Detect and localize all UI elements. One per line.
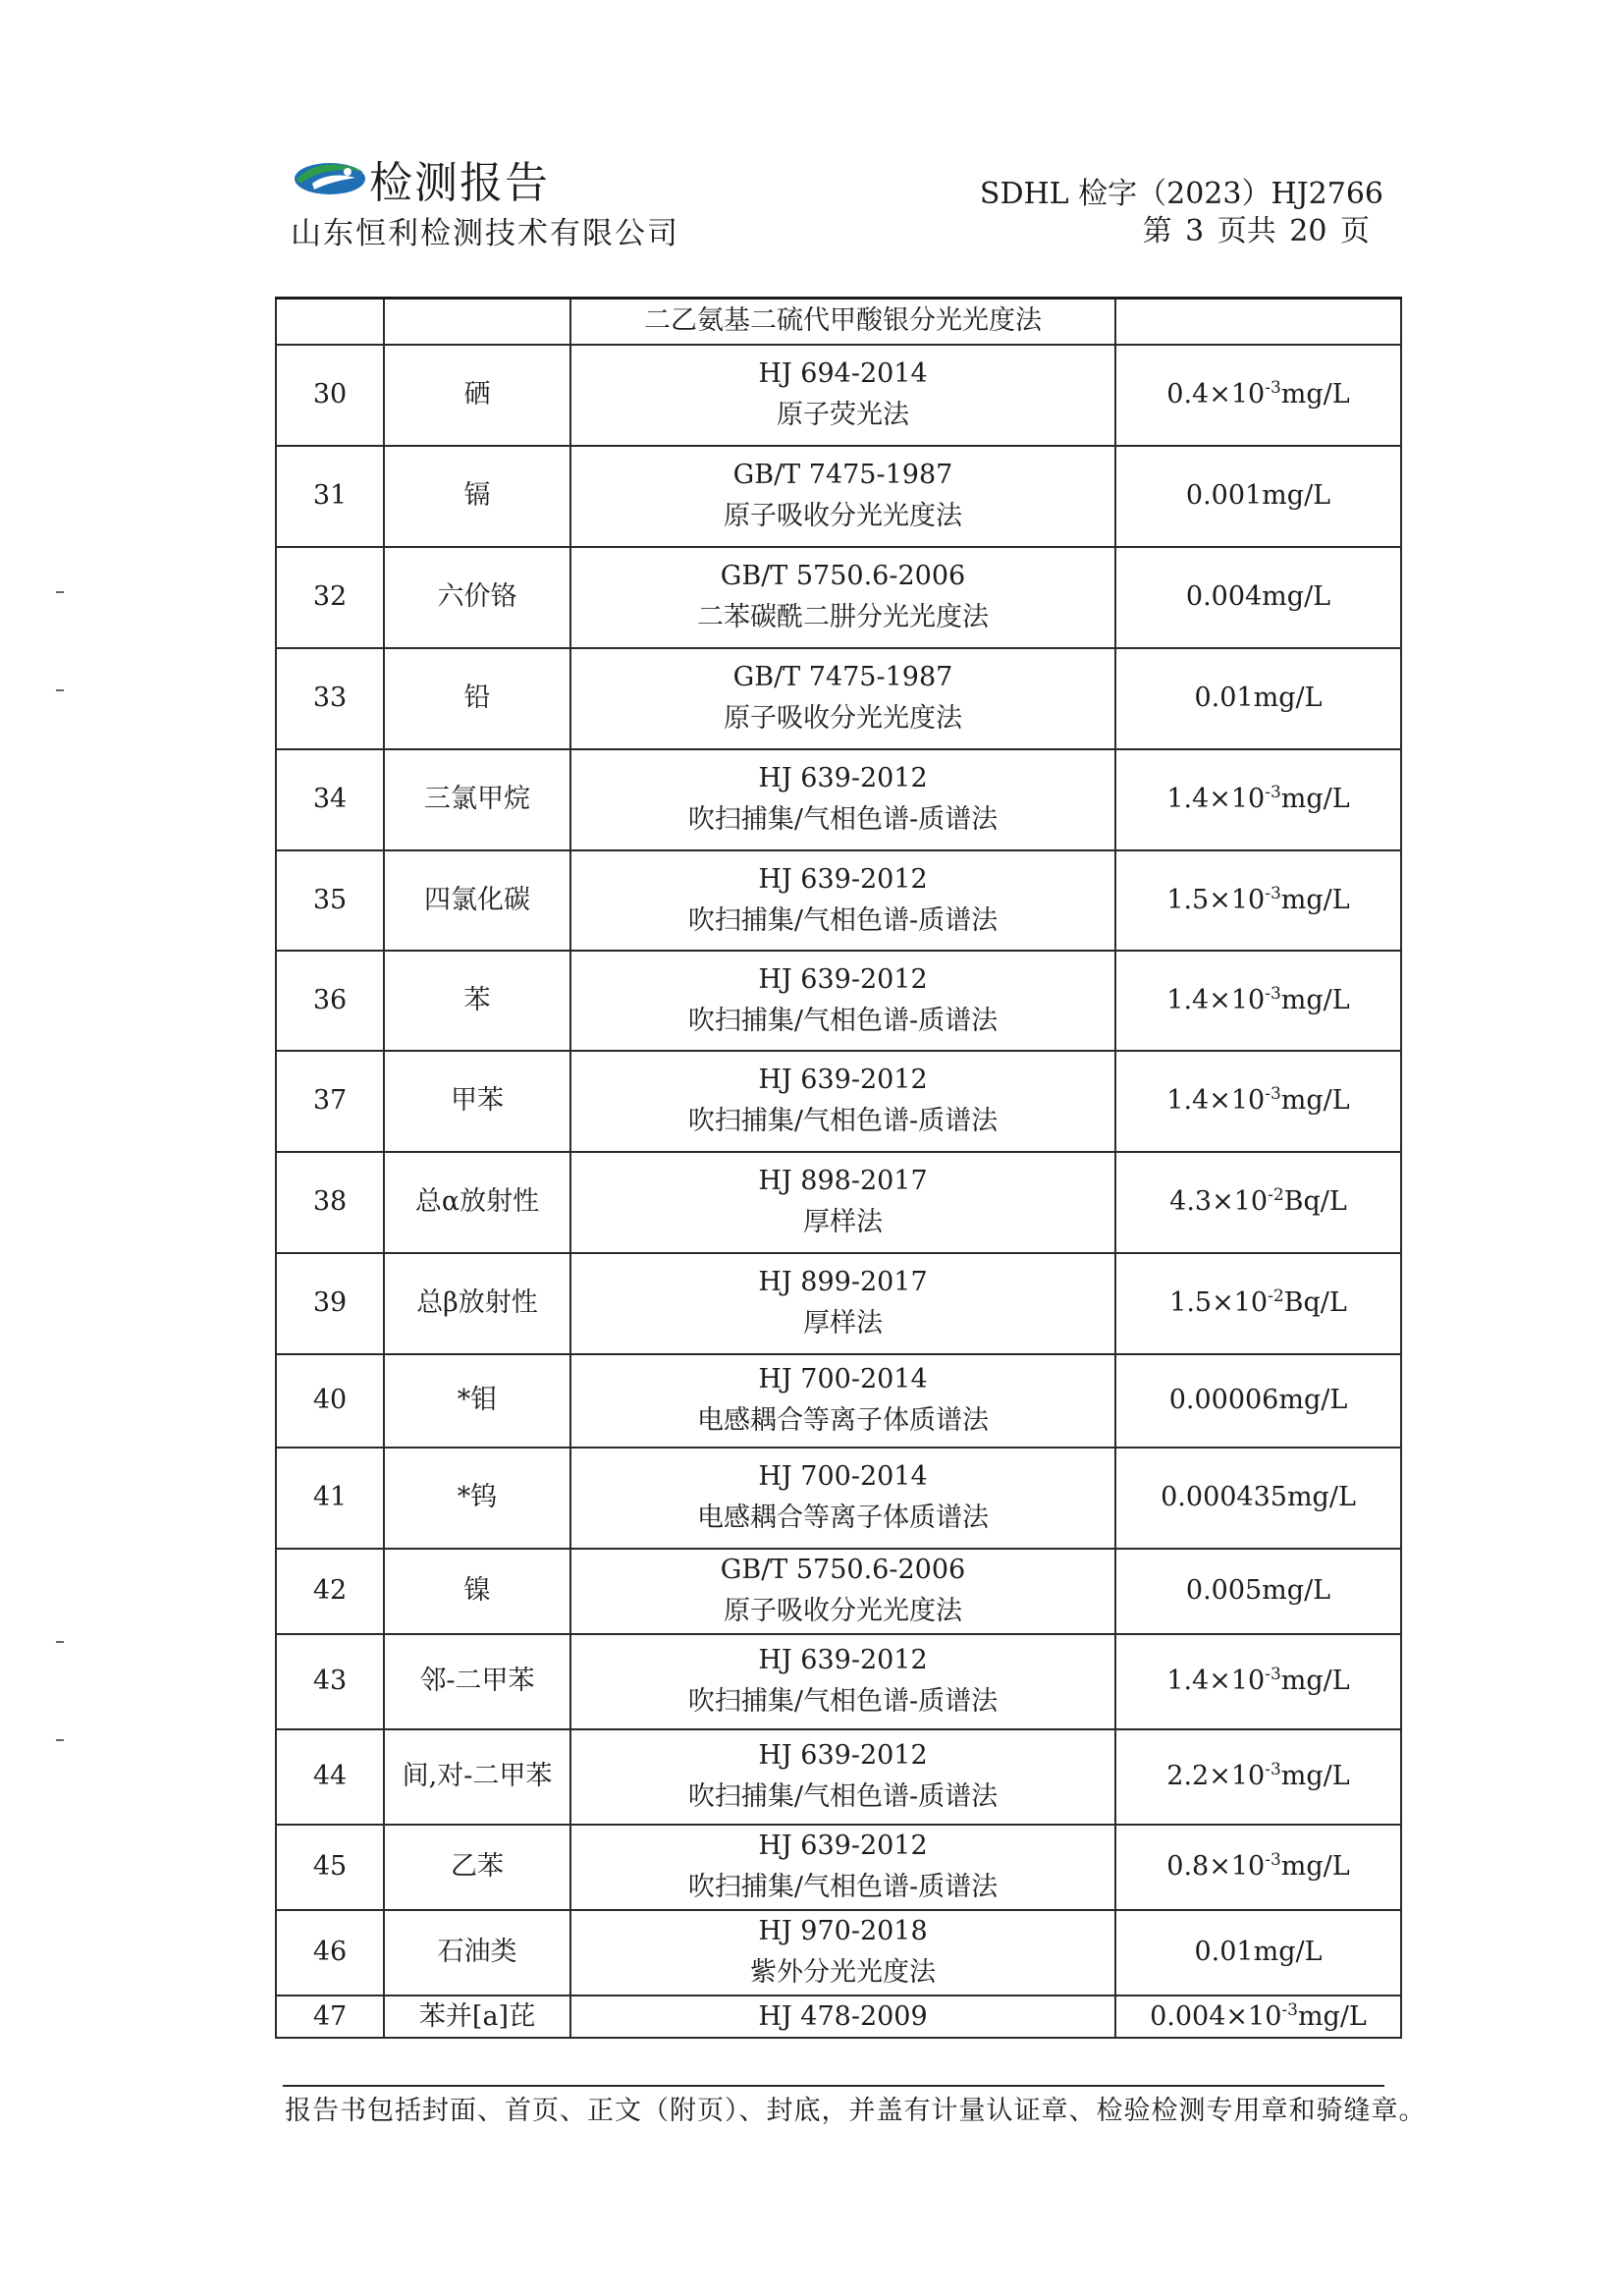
- cell-limit: [1115, 345, 1401, 446]
- cell-limit: [1115, 850, 1401, 951]
- cell-method: [570, 1051, 1115, 1152]
- cell-method: [570, 1549, 1115, 1634]
- footer-divider: [283, 2085, 1384, 2087]
- table-row: [276, 749, 1401, 850]
- method-name: 电感耦合等离子体质谱法: [697, 1503, 989, 1533]
- table-row: [276, 1729, 1401, 1825]
- cell-number: 32: [276, 547, 384, 648]
- limit-exponent: -3: [1281, 1999, 1298, 2020]
- cell-number: 37: [276, 1051, 384, 1152]
- table-row: [276, 547, 1401, 648]
- cell-item: 铅: [384, 648, 570, 749]
- table-row: [276, 1051, 1401, 1152]
- method-name: 吹扫捕集/气相色谱-质谱法: [687, 904, 999, 936]
- cell-limit: [1115, 299, 1401, 345]
- footer-note: 报告书包括封面、首页、正文（附页）、封底，并盖有计量认证章、检验检测专用章和骑缝章。: [285, 2096, 1427, 2126]
- limit-base: 0.4×10: [1166, 379, 1266, 410]
- limit-base: 0.8×10: [1166, 1851, 1266, 1883]
- cell-method: [570, 345, 1115, 446]
- cell-limit: [1115, 648, 1401, 749]
- table-row: [276, 1253, 1401, 1354]
- limit-base: 0.01mg/L: [1194, 1937, 1323, 1968]
- binding-mark: [56, 1641, 64, 1643]
- cell-item: 邻-二甲苯: [384, 1634, 570, 1729]
- cell-item: [384, 299, 570, 345]
- company-logo-icon: [291, 154, 369, 203]
- limit-exponent: -3: [1265, 378, 1281, 399]
- limit-base: 0.000435mg/L: [1161, 1482, 1356, 1513]
- cell-limit: [1115, 1051, 1401, 1152]
- limit-base: 1.5×10: [1166, 884, 1266, 915]
- method-standard: GB/T 5750.6-2006: [720, 561, 966, 592]
- cell-method: [570, 1729, 1115, 1825]
- limit-base: 2.2×10: [1166, 1761, 1266, 1792]
- method-standard: HJ 639-2012: [758, 963, 928, 995]
- limit-unit: mg/L: [1280, 1085, 1350, 1117]
- cell-number: 40: [276, 1354, 384, 1448]
- table-row: [276, 951, 1401, 1051]
- cell-number: 39: [276, 1253, 384, 1354]
- cell-method: [570, 749, 1115, 850]
- cell-number: 45: [276, 1825, 384, 1910]
- limit-unit: Bq/L: [1283, 1186, 1347, 1218]
- cell-number: 38: [276, 1152, 384, 1253]
- cell-item: 总β放射性: [384, 1253, 570, 1354]
- cell-method: [570, 1253, 1115, 1354]
- cell-limit: [1115, 547, 1401, 648]
- cell-number: 46: [276, 1910, 384, 1995]
- cell-limit: [1115, 1910, 1401, 1995]
- table-row-continued: [276, 299, 1401, 345]
- cell-method: [570, 547, 1115, 648]
- report-title: 检测报告: [369, 158, 550, 208]
- method-standard: HJ 639-2012: [758, 1065, 928, 1096]
- method-standard: HJ 639-2012: [758, 1831, 928, 1862]
- cell-item: 六价铬: [384, 547, 570, 648]
- limit-unit: Bq/L: [1283, 1287, 1347, 1319]
- cell-limit: [1115, 1729, 1401, 1825]
- cell-item: *钨: [384, 1448, 570, 1549]
- cell-limit: [1115, 749, 1401, 850]
- method-name: 吹扫捕集/气相色谱-质谱法: [687, 1005, 999, 1036]
- limit-exponent: -3: [1265, 1850, 1281, 1871]
- method-standard: HJ 970-2018: [758, 1916, 928, 1947]
- cell-number: 35: [276, 850, 384, 951]
- method-standard: HJ 694-2014: [758, 358, 928, 390]
- cell-limit: [1115, 1448, 1401, 1549]
- cell-method: [570, 1995, 1115, 2039]
- method-standard: GB/T 7475-1987: [732, 662, 953, 693]
- method-standard: HJ 639-2012: [758, 1740, 928, 1772]
- limit-base: 0.001mg/L: [1185, 480, 1331, 512]
- cell-number: 33: [276, 648, 384, 749]
- cell-item: 苯并[a]芘: [384, 1995, 570, 2039]
- cell-method: [570, 1354, 1115, 1448]
- cell-item: *钼: [384, 1354, 570, 1448]
- header-logo: [291, 147, 550, 210]
- limit-unit: mg/L: [1297, 2000, 1367, 2032]
- limit-unit: mg/L: [1280, 884, 1350, 915]
- limit-base: 0.00006mg/L: [1168, 1385, 1348, 1416]
- method-standard: HJ 898-2017: [758, 1166, 928, 1197]
- cell-number: 31: [276, 446, 384, 547]
- method-name: 紫外分光光度法: [750, 1957, 936, 1988]
- cell-limit: [1115, 1995, 1401, 2039]
- page-indicator: 第 3 页共 20 页: [1142, 214, 1370, 248]
- cell-method: [570, 951, 1115, 1051]
- method-name: 吹扫捕集/气相色谱-质谱法: [687, 1872, 999, 1902]
- cell-limit: [1115, 1634, 1401, 1729]
- method-name: 电感耦合等离子体质谱法: [697, 1405, 989, 1436]
- limit-base: 0.01mg/L: [1194, 683, 1323, 714]
- cell-item: 镍: [384, 1549, 570, 1634]
- cell-item: 三氯甲烷: [384, 749, 570, 850]
- cell-item: 甲苯: [384, 1051, 570, 1152]
- limit-base: 1.4×10: [1166, 1085, 1266, 1117]
- table-row: [276, 1995, 1401, 2039]
- table-row: [276, 1549, 1401, 1634]
- method-name: 厚样法: [803, 1207, 883, 1237]
- cell-method: [570, 648, 1115, 749]
- limit-exponent: -2: [1268, 1286, 1284, 1307]
- company-name: 山东恒利检测技术有限公司: [291, 216, 679, 251]
- method-name: 原子荧光法: [777, 400, 909, 430]
- limit-base: 1.5×10: [1169, 1287, 1269, 1319]
- method-standard: HJ 639-2012: [758, 1645, 928, 1676]
- limit-unit: mg/L: [1280, 1666, 1350, 1697]
- cell-method: [570, 1825, 1115, 1910]
- limit-exponent: -3: [1265, 1665, 1281, 1685]
- cell-method: [570, 1448, 1115, 1549]
- limit-exponent: -3: [1265, 783, 1281, 803]
- method-name: 原子吸收分光光度法: [724, 501, 962, 531]
- limit-unit: mg/L: [1280, 984, 1350, 1015]
- limit-exponent: -3: [1265, 1084, 1281, 1105]
- cell-method: 二乙氨基二硫代甲酸银分光光度法: [570, 299, 1115, 345]
- table-row: [276, 1634, 1401, 1729]
- method-name: 吹扫捕集/气相色谱-质谱法: [687, 1686, 999, 1717]
- cell-number: 44: [276, 1729, 384, 1825]
- cell-limit: [1115, 1152, 1401, 1253]
- limit-unit: mg/L: [1280, 1761, 1350, 1792]
- method-name: 厚样法: [803, 1308, 883, 1339]
- method-standard: GB/T 5750.6-2006: [720, 1555, 966, 1586]
- table-row: [276, 446, 1401, 547]
- method-name: 吹扫捕集/气相色谱-质谱法: [687, 1106, 999, 1136]
- binding-mark: [56, 591, 64, 593]
- method-standard: HJ 478-2009: [758, 2000, 928, 2032]
- cell-item: 乙苯: [384, 1825, 570, 1910]
- limit-unit: mg/L: [1280, 784, 1350, 815]
- cell-number: 36: [276, 951, 384, 1051]
- report-number: SDHL 检字（2023）HJ2766: [979, 177, 1383, 211]
- limit-base: 0.004×10: [1150, 2000, 1282, 2032]
- cell-item: 硒: [384, 345, 570, 446]
- table-row: [276, 1448, 1401, 1549]
- method-standard: HJ 700-2014: [758, 1461, 928, 1493]
- cell-item: 间,对-二甲苯: [384, 1729, 570, 1825]
- limit-exponent: -2: [1268, 1185, 1284, 1206]
- method-name: 原子吸收分光光度法: [724, 1596, 962, 1626]
- cell-method: [570, 1910, 1115, 1995]
- limit-base: 1.4×10: [1166, 984, 1266, 1015]
- cell-number: 47: [276, 1995, 384, 2039]
- limit-unit: mg/L: [1280, 1851, 1350, 1883]
- cell-item: 石油类: [384, 1910, 570, 1995]
- cell-method: [570, 1634, 1115, 1729]
- cell-limit: [1115, 1354, 1401, 1448]
- table-row: [276, 648, 1401, 749]
- cell-limit: [1115, 446, 1401, 547]
- method-name: 原子吸收分光光度法: [724, 703, 962, 734]
- binding-mark: [56, 689, 64, 691]
- cell-method: [570, 446, 1115, 547]
- limit-exponent: -3: [1265, 1760, 1281, 1780]
- cell-limit: [1115, 1549, 1401, 1634]
- limit-base: 1.4×10: [1166, 784, 1266, 815]
- method-name: 吹扫捕集/气相色谱-质谱法: [687, 804, 999, 835]
- cell-limit: [1115, 1253, 1401, 1354]
- cell-limit: [1115, 951, 1401, 1051]
- cell-item: 镉: [384, 446, 570, 547]
- method-standard: HJ 700-2014: [758, 1364, 928, 1395]
- table-row: [276, 1152, 1401, 1253]
- cell-number: 43: [276, 1634, 384, 1729]
- method-standard: HJ 639-2012: [758, 863, 928, 895]
- table-row: [276, 850, 1401, 951]
- cell-number: 41: [276, 1448, 384, 1549]
- limit-exponent: -3: [1265, 983, 1281, 1004]
- limit-base: 1.4×10: [1166, 1666, 1266, 1697]
- method-standard: HJ 639-2012: [758, 763, 928, 794]
- method-name: 二苯碳酰二肼分光光度法: [697, 602, 989, 632]
- detection-limit-table: [275, 297, 1402, 2039]
- cell-item: 四氯化碳: [384, 850, 570, 951]
- table-row: [276, 345, 1401, 446]
- table-row: [276, 1910, 1401, 1995]
- method-name: 吹扫捕集/气相色谱-质谱法: [687, 1781, 999, 1812]
- cell-method: [570, 1152, 1115, 1253]
- cell-limit: [1115, 1825, 1401, 1910]
- cell-number: 42: [276, 1549, 384, 1634]
- table-row: [276, 1825, 1401, 1910]
- limit-base: 4.3×10: [1169, 1186, 1269, 1218]
- limit-unit: mg/L: [1280, 379, 1350, 410]
- cell-number: 34: [276, 749, 384, 850]
- method-standard: GB/T 7475-1987: [732, 460, 953, 491]
- method-standard: HJ 899-2017: [758, 1267, 928, 1298]
- cell-number: 30: [276, 345, 384, 446]
- cell-method: [570, 850, 1115, 951]
- cell-item: 总α放射性: [384, 1152, 570, 1253]
- table-row: [276, 1354, 1401, 1448]
- limit-exponent: -3: [1265, 883, 1281, 903]
- cell-number: [276, 299, 384, 345]
- limit-base: 0.004mg/L: [1185, 581, 1331, 613]
- limit-base: 0.005mg/L: [1185, 1575, 1331, 1607]
- cell-item: 苯: [384, 951, 570, 1051]
- binding-mark: [56, 1739, 64, 1741]
